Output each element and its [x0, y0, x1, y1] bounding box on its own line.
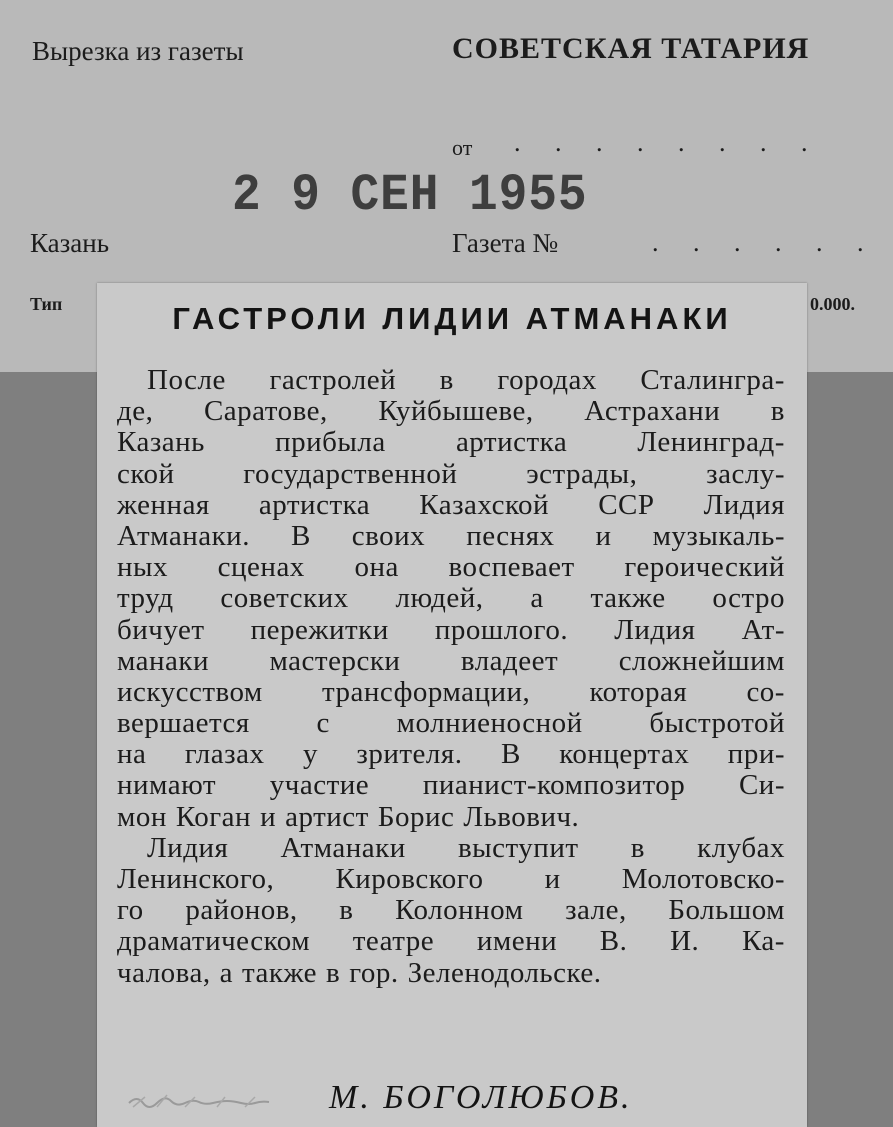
article-word: Зеленодольске.: [407, 956, 602, 989]
article-line: [117, 926, 785, 957]
article-word: После: [147, 364, 226, 396]
article-word: искусством: [117, 675, 263, 708]
article-word: Казань: [117, 426, 205, 459]
article-word: Саратове,: [203, 395, 328, 428]
article-word: трансформации,: [321, 675, 531, 708]
article-word: Сталингра-: [640, 364, 785, 396]
faded-stamp-scribble: [127, 1089, 277, 1113]
article-word: мон: [117, 800, 167, 833]
article-word: глазах: [184, 738, 265, 771]
article-word: В.: [599, 925, 628, 958]
article-word: клубах: [697, 831, 785, 864]
article-word: имени: [476, 925, 558, 958]
article-line: [117, 958, 785, 989]
article-word: Борис: [377, 800, 455, 833]
print-type-label: Тип: [30, 294, 63, 314]
article-word: а: [530, 582, 544, 615]
article-word: Атманаки: [280, 831, 406, 864]
article-word: людей,: [395, 582, 484, 615]
article-word: государственной: [243, 457, 458, 490]
article-word: которая: [589, 675, 688, 708]
article-word: Си-: [738, 769, 785, 802]
article-word: труд: [117, 582, 174, 615]
article-word: Куйбышеве,: [378, 395, 534, 428]
article-word: в: [439, 364, 454, 396]
article-line: [117, 521, 785, 552]
article-word: пережитки: [250, 613, 389, 646]
newspaper-clipping: [97, 283, 807, 1127]
article-word: женная: [117, 488, 210, 521]
article-word: В: [500, 738, 521, 771]
article-word: концертах: [559, 738, 690, 771]
article-word: манаки: [117, 644, 210, 677]
article-line: [117, 459, 785, 490]
article-word: Ленинского,: [117, 863, 275, 895]
article-word: на: [117, 738, 147, 771]
article-word: песнях: [466, 519, 555, 552]
date-stamp: 2 9 СЕН 1955: [232, 166, 588, 225]
article-word: мастерски: [269, 644, 401, 677]
article-word: у: [302, 738, 318, 771]
article-line: [117, 552, 785, 583]
city-label: Казань: [30, 228, 110, 258]
article-line: [117, 583, 785, 614]
article-word: владеет: [460, 644, 559, 677]
article-word: и: [544, 863, 561, 895]
article-word: артистка: [455, 426, 568, 459]
article-word: де,: [117, 395, 154, 428]
article-headline: ГАСТРОЛИ ЛИДИИ АТМАНАКИ: [172, 301, 732, 336]
article-word: артист: [285, 800, 369, 833]
article-word: молниеносной: [396, 707, 583, 740]
article-word: Лидия: [703, 488, 785, 521]
article-word: сценах: [217, 551, 305, 584]
article-word: заслу-: [706, 457, 785, 490]
article-word: драматическом: [117, 925, 311, 958]
article-line: [117, 677, 785, 708]
article-word: городах: [497, 364, 597, 396]
article-word: бичует: [117, 613, 205, 646]
article-word: ССР: [598, 488, 655, 521]
article-word: она: [354, 551, 399, 584]
article-line: [117, 895, 785, 926]
article-word: в: [326, 956, 341, 989]
article-word: а: [219, 956, 233, 989]
article-word: театре: [352, 925, 435, 958]
article-word: прибыла: [275, 426, 386, 459]
article-word: прошлого.: [434, 613, 569, 646]
article-word: В: [290, 519, 311, 552]
article-line: [117, 739, 785, 770]
article-line: [117, 708, 785, 739]
article-word: Лидия: [147, 831, 229, 864]
article-word: сложнейшим: [618, 644, 785, 677]
article-word: Казахской: [419, 488, 550, 521]
article-word: вершается: [117, 707, 250, 740]
article-word: нимают: [117, 769, 217, 802]
article-word: советских: [220, 582, 349, 615]
article-word: героический: [624, 551, 785, 584]
article-line: [117, 802, 785, 833]
article-word: в: [630, 831, 645, 864]
article-word: Ка-: [741, 925, 785, 958]
date-from-label: от: [452, 135, 473, 160]
article-word: эстрады,: [526, 457, 638, 490]
article-word: Молотовско-: [621, 863, 785, 895]
article-word: Атманаки.: [117, 519, 250, 552]
article-line: [117, 365, 785, 396]
article-word: И.: [670, 925, 700, 958]
article-word: также: [242, 956, 318, 989]
article-word: также: [590, 582, 666, 615]
article-word: Коган: [175, 800, 252, 833]
article-word: в: [770, 395, 785, 428]
article-word: и: [260, 800, 277, 833]
article-word: Большом: [668, 894, 785, 927]
article-word: и: [595, 519, 612, 552]
article-word: ных: [117, 551, 169, 584]
article-word: пианист-композитор: [422, 769, 686, 802]
article-word: Ат-: [741, 613, 785, 646]
circulation-value: 0.000.: [810, 294, 855, 314]
article-word: зале,: [565, 894, 627, 927]
article-word: го: [117, 894, 144, 927]
article-word: Колонном: [395, 894, 524, 927]
article-word: Львович.: [463, 800, 580, 833]
article-word: в: [339, 894, 354, 927]
newspaper-name: СОВЕТСКАЯ ТАТАРИЯ: [452, 32, 810, 65]
article-line: [117, 396, 785, 427]
author-signature: М. БОГОЛЮБОВ.: [329, 1079, 633, 1116]
article-word: районов,: [185, 894, 298, 927]
article-line: [117, 770, 785, 801]
article-word: при-: [727, 738, 785, 771]
article-word: ской: [117, 457, 175, 490]
gazeta-dotted-line: . . . . . .: [652, 228, 878, 257]
article-word: воспевает: [448, 551, 575, 584]
article-word: выступит: [457, 831, 579, 864]
article-word: Лидия: [614, 613, 696, 646]
article-line: [117, 490, 785, 521]
article-word: артистка: [258, 488, 371, 521]
article-word: своих: [351, 519, 426, 552]
article-body: [117, 365, 785, 989]
date-dotted-line: . . . . . . . .: [514, 128, 822, 157]
gazeta-number-label: Газета №: [452, 228, 559, 258]
article-word: музыкаль-: [652, 519, 785, 552]
article-word: Астрахани: [584, 395, 721, 428]
article-word: с: [316, 707, 330, 740]
paper-label: Вырезка из газеты: [32, 36, 244, 66]
article-line: [117, 615, 785, 646]
article-word: Ленинград-: [637, 426, 785, 459]
article-word: участие: [269, 769, 370, 802]
article-line: [117, 646, 785, 677]
article-word: Кировского: [335, 863, 484, 895]
article-word: гор.: [349, 956, 399, 989]
article-word: остро: [712, 582, 785, 615]
article-word: чалова,: [117, 956, 211, 989]
article-word: со-: [746, 675, 785, 708]
article-line: [117, 427, 785, 458]
article-word: быстротой: [649, 707, 785, 740]
article-word: гастролей: [269, 364, 397, 396]
article-line: [117, 864, 785, 895]
article-word: зрителя.: [356, 738, 463, 771]
article-line: [117, 833, 785, 864]
